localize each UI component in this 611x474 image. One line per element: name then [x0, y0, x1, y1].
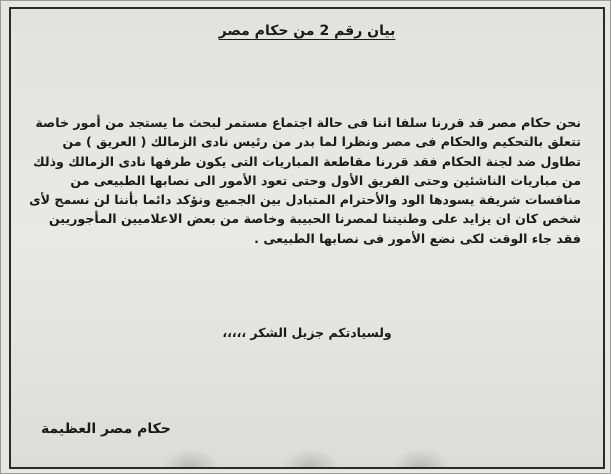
- body-line: منافسات شريفة يسودها الود والأحترام المتبادل بين الجميع ونؤكد دائما بأننا لن نسمح لأى: [29, 192, 581, 208]
- body-line: نحن حكام مصر قد قررنا سلفا اننا فى حالة اجتماع مستمر لبحث ما يستجد من أمور خاصة: [35, 115, 581, 130]
- finger-shadow: [391, 449, 451, 467]
- body-line: فقد جاء الوقت لكى نضع الأمور فى نصابها الطبيعى .: [254, 230, 581, 246]
- statement-title: [11, 23, 603, 39]
- signature: حكام مصر العظيمة: [41, 421, 171, 437]
- body-line: تتعلق بالتحكيم والحكام فى مصر ونظرا لما بدر من رئيس نادى الزمالك ( العريق ) من: [62, 134, 581, 150]
- body-line: شخص كان ان يزايد على وطنيتنا لمصرنا الحبيبة وخاصة من بعض الاعلاميين المأجوريين: [48, 211, 581, 227]
- finger-shadow: [161, 449, 221, 467]
- statement-body: [15, 113, 581, 248]
- statement-title-text: بيان رقم 2 من حكام مصر: [218, 23, 396, 39]
- finger-shadow: [281, 449, 341, 467]
- body-line: تطاول ضد لجنة الحكام فقد قررنا مقاطعة المباريات التى يكون طرفها نادى الزمالك وذلك: [33, 153, 581, 169]
- closing-line: ولسيادتكم جزيل الشكر ،،،،،: [222, 325, 392, 340]
- statement-paper: [9, 7, 605, 469]
- body-line: من مباريات الناشئين وحتى الفريق الأول وحتى تعود الأمور الى نصابها الطبيعى من: [70, 172, 581, 188]
